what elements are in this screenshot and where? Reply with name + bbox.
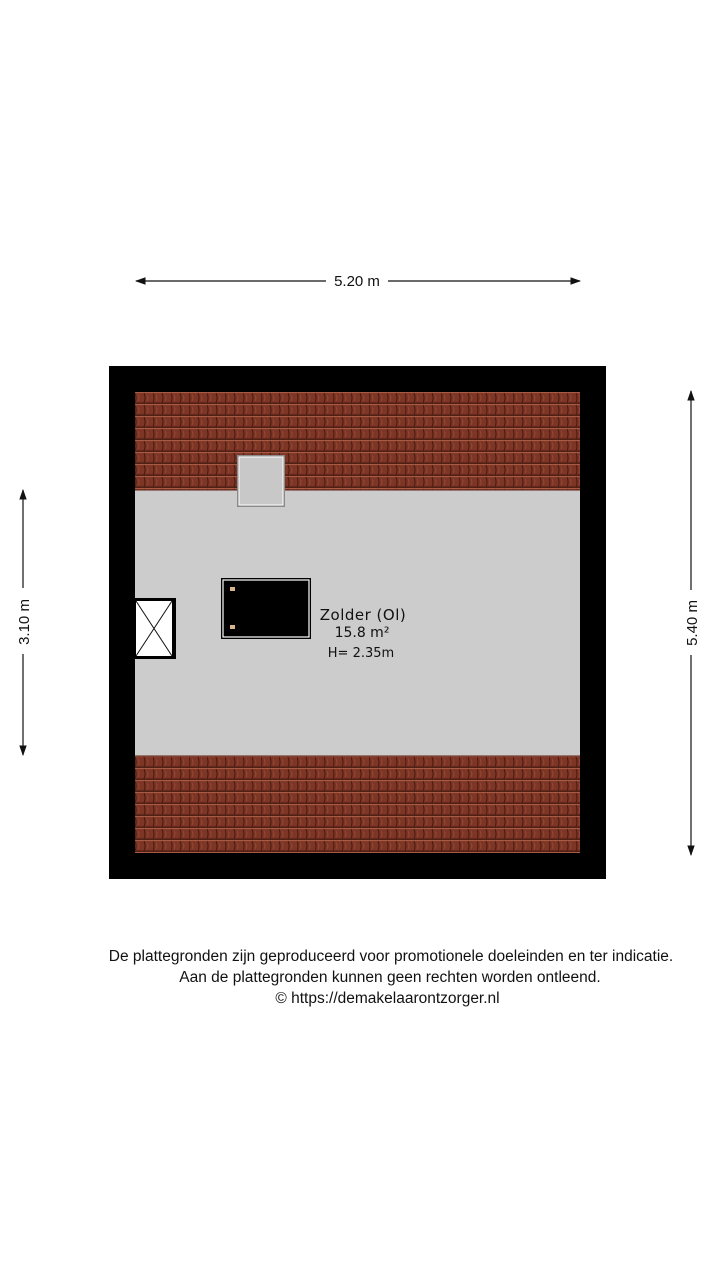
disclaimer-line-1: De plattegronden zijn geproduceerd voor promotionele doeleinden en ter indicatie. (108, 948, 674, 965)
stair-opening (134, 598, 176, 659)
dimension-right-height (684, 391, 701, 855)
disclaimer-line-2: Aan de plattegronden kunnen geen rechten worden ontleend. (179, 969, 601, 986)
room-area: 15.8 m² (334, 625, 390, 641)
hatch-hinge-top (230, 587, 235, 591)
roof-tiles-top (135, 392, 580, 490)
dimension-width (136, 273, 580, 290)
roof-tiles-bottom (135, 756, 580, 853)
disclaimer (0, 946, 720, 1009)
dimension-right-height-label: 5.40 m (684, 600, 701, 646)
dimension-left-height (16, 490, 33, 755)
room-name: Zolder (Ol) (319, 606, 407, 624)
hatch-hinge-bottom (230, 625, 235, 629)
skylight (237, 455, 285, 507)
floor-hatch (221, 578, 311, 639)
disclaimer-line-3: © https://demakelaarontzorger.nl (275, 990, 500, 1007)
dimension-width-label: 5.20 m (334, 273, 380, 290)
dimension-left-height-label: 3.10 m (16, 599, 33, 645)
room-height: H= 2.35m (327, 646, 395, 661)
